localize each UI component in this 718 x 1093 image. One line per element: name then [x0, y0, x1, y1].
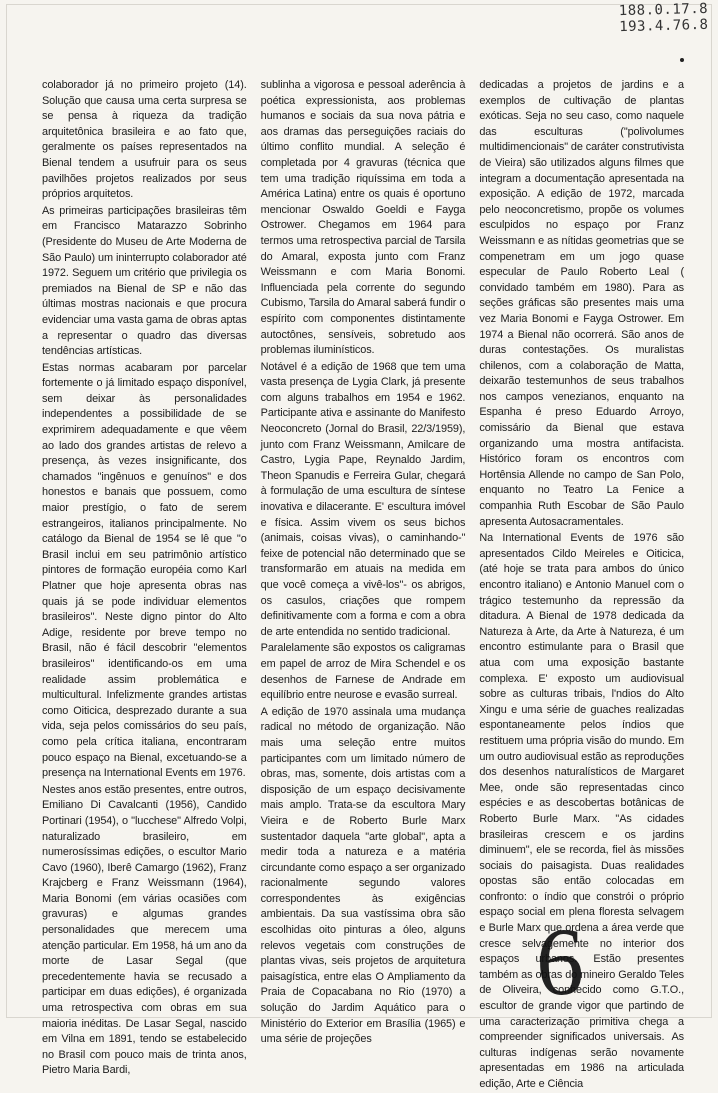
text-columns	[42, 78, 685, 1090]
column-2	[260, 78, 466, 1046]
paragraph: Estas normas acabaram por parcelar fortemente o já limitado espaço disponível, sem deixar às personalidades independentes a possibilidade de se exprimirem adequadamente e que vêem ao lado dos grandes artistas de relevo a presença, às vezes insignificante, dos chamados "ingênuos e genuínos" e dos honestos e banais que possuem, como maior prestígio, o fato de serem estrangeiros, italianos principalmente. No catálogo da Bienal de 1954 se lê que "o Brasil inclui em seu patrimônio artístico pintores de formação européia como Karl Platner que hoje apresenta obras nas quais já se pode individuar elementos brasileiros". Neste digno pintor do Alto Adige, residente por breve tempo no Brasil, não é fácil descobrir "elementos brasileiros" identificando-os em uma realidade assim problemática e multicultural. Infelizmente grandes artistas como Oiticica, desprezado durante a sua vida, seja pelos comissários do seu país, como pela crítica italiana, encontraram pouco espaço na Bienal, excetuando-se a presença na International Events em 1976.	[42, 361, 247, 780]
paragraph: A edição de 1970 assinala uma mudança radical no método de organização. Não mais uma seleção entre muitos participantes com um limitado número de obras, mas, somente, dois artistas com a disposição de um espaço decisivamente mais amplo. Trata-se da escultora Mary Vieira e de Roberto Burle Marx sustentador daquela "arte global", apta a medir toda a natureza e a matéria circundante como espaço a ser organizado racionalmente segundo valores correspondentes às exigências ambientais. Da sua vastíssima obra são escolhidas oito pinturas a óleo, alguns relevos vegetais com construções de plantas vivas, seis projetos de arquitetura paisagística, entre elas O Ampliamento da Praia de Copacabana no Rio (1970) a solução do Jardim Aquático para o Ministério do Exterior em Brasília (1965) e uma série de projeções	[260, 705, 466, 1046]
ink-dot	[680, 58, 684, 62]
paragraph: colaborador já no primeiro projeto (14). Solução que causa uma certa surpresa se se pensa à riqueza da tradição arquitetônica brasileira e ao fato que, geralmente os países representados na Bienal tendem a usufruir para os seus pavilhões projetos realizados por seus próprios arquitetos.	[42, 79, 247, 201]
paragraph: Na International Events de 1976 são apresentados Cildo Meireles e Oiticica, (até hoje se trata para ambos do único encontro italiano) e Antonio Manuel com o trágico testemunho da repressão da ditadura. A Bienal de 1978 dedicada da Natureza à Arte, da Arte à Natureza, é um encontro estimulante para o Brasil que atua com uma exposição bastante complexa. E' exposto um audiovisual sobre as culturas tribais, l'ndios do Alto Xingu e uma série de guaches realizadas espontaneamente pelos índios que restituem uma própria visão do mundo. Em um outro audiovisual estão as reproduções dos desenhos naturalísticos de Margaret Mee, onde são representadas cinco espécies e as descobertas botânicas de Roberto Burle Marx. "As cidades brasileiras crescem e os jardins diminuem", ele se recorda, fiel às missões sociais do paisagista. Duas realidades opostas são então colocadas em confronto: o índio que constrói o próprio espaço social em plena floresta selvagem e Burle Marx que ordena a área verde que cresce selvagemente no interior dos espaços urbanos. Estão presentes também as obras do mineiro Geraldo Teles de Oliveira, conhecido como G.T.O., escultor de grande vigor que partindo de uma caracterização primitiva chega a compreender significados universais. As culturas indígenas serão novamente apresentadas em 1986 na articulada edição, Arte e Ciência	[479, 532, 685, 1090]
paragraph: Notável é a edição de 1968 que tem uma vasta presença de Lygia Clark, já presente com alguns trabalhos em 1954 e 1962. Participante ativa e assinante do Manifesto Neoconcreto (Jornal do Brasil, 22/3/1959), junto com Franz Weissmann, Amilcare de Castro, Lygia Pape, Reynaldo Jardim, Theon Spanudis e Ferreira Gular, chegará à formulação de uma escultura de síntese inovativa e dilacerante. E' escultura imóvel e física. Assim vivem os seus bichos (animais, coisas vivas), o caminhando-" feixe de potencial não determinado que se transformarão em atuais na medida em que você começa a vivê-los"- os abrigos, os casulos, criações que rompem definitivamente com a forma e com a obra de arte entendida no sentido tradicional.	[260, 360, 466, 638]
paragraph: Nestes anos estão presentes, entre outros, Emiliano Di Cavalcanti (1956), Candido Portinari (1954), o "lucchese" Alfredo Volpi, naturalizado brasileiro, em numerosíssimas edições, o escultor Mario Cavo (1960), Iberê Camargo (1962), Franz Krajcberg e Franz Weissmann (1964), Maria Bonomi (em várias ocasiões com gravuras) e algumas grandes personalidades que merecem uma atenção particular. Em 1958, há um ano da morte de Lasar Segal (que precedentemente havia se recusado a participar em duas edições), é organizada uma retrospectiva com obras em sua maioria inéditas. De Lasar Segal, nascido em Vilna em 1891, tendo se estabelecido no Brasil com pouco mais de trinta anos, Pietro Maria Bardi,	[42, 783, 247, 1077]
annotation-line-2: 193.4.76.8	[618, 16, 709, 36]
paragraph: As primeiras participações brasileiras têm em Francisco Matarazzo Sobrinho (Presidente do Museu de Arte Moderna de São Paulo) um ininterrupto colaborador até 1972. Seguem um critério que privilegia os premiados na Bienal de SP e não das últimas mostras nacionais e que procura evidenciar uma vasta gama de obras aptas a representar o quadro das diversas tendências artísticas.	[42, 204, 247, 358]
paragraph: Paralelamente são expostos os caligramas em papel de arroz de Mira Schendel e os desenhos de Farnese de Andrade em equilíbrio entre neurose e evasão surreal.	[260, 642, 466, 702]
handwritten-annotation	[618, 1, 708, 35]
column-3	[479, 78, 685, 1090]
page-number: 6	[536, 908, 584, 1015]
annotation-line-1: 188.0.17.8	[618, 0, 708, 20]
paragraph: sublinha a vigorosa e pessoal aderência à poética expressionista, aos problemas humanos e sociais da sua nova pátria e aos dramas das perseguições raciais do último conflito mundial. A seleção é completada por 4 gravuras (técnica que tem uma tradição riquíssima em toda a América Latina) entre os quais é oportuno mencionar Oswaldo Goeldi e Fayga Ostrower. Chegamos em 1964 para termos uma retrospectiva parcial de Tarsila do Amaral, exposta junto com Franz Weissmann e com Maria Bonomi. Influenciada pela corrente do segundo Cubismo, Tarsila do Amaral saberá fundir o espírito com componentes distintamente autoctônes, sensíveis, sobretudo aos problemas iluminísticos.	[260, 79, 466, 357]
paragraph: dedicadas a projetos de jardins e a exemplos de cultivação de plantas exóticas. Seja no seu caso, como naquele das esculturas ("polivolumes multidimencionais" de caráter construtivista de Vieira) são utilizados alguns filmes que integram a documentação apresentada na exposição. A edição de 1972, marcada pelo neoconcretismo, propõe os volumes esculpidos no espaço por Franz Weissmann e as nítidas geometrias que se compenetram em um jogo quase especular de Paulo Roberto Leal ( convidado também em 1980). Para as seções gráficas são presentes mais uma vez Maria Bonomi e Fayga Ostrower. Em 1974 a Bienal não ocorrerá. São anos de duras contestações. Os muralistas chilenos, com a colaboração de Matta, deixarão testemunhos de seus trabalhos nos campos venezianos, enquanto na Espanha é preso Eduardo Arroyo, comissário da Bienal que estava organizando uma mostra antifacista. Histórico foram os encontros com Hortênsia Allende no campo de San Polo, enquanto no Teatro La Fenice a companhia Ruth Escobar de São Paulo apresenta Autosacramentales.	[479, 79, 685, 528]
column-1	[42, 78, 247, 1077]
